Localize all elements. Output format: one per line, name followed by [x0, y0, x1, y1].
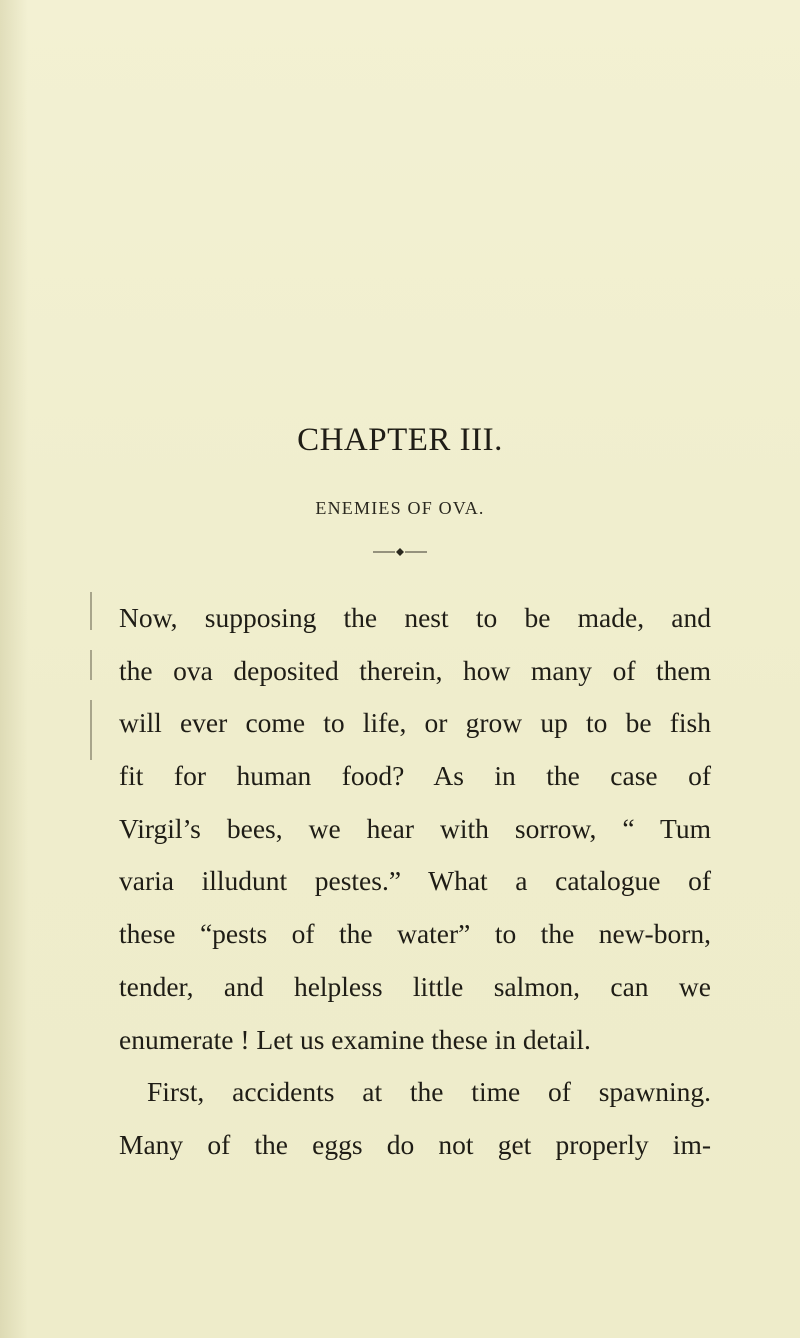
page-edge-mark — [90, 700, 92, 760]
text-line: tender, and helpless little salmon, can we — [119, 970, 711, 1002]
ornament-divider-icon — [370, 546, 430, 558]
body-text — [119, 604, 711, 1184]
page-edge-mark — [90, 592, 92, 630]
binding-shadow — [0, 0, 28, 1338]
text-line: varia illudunt pestes.” What a catalogue of — [119, 865, 711, 897]
text-line: these “pests of the water” to the new-born, — [119, 918, 711, 950]
text-line: fit for human food? As in the case of — [119, 760, 711, 792]
text-line: Virgil’s bees, we hear with sorrow, “ Tum — [119, 812, 711, 844]
text-line: enumerate ! Let us examine these in detail. — [119, 1023, 591, 1055]
text-line: Now, supposing the nest to be made, and — [119, 602, 711, 633]
text-line: Many of the eggs do not get properly im- — [119, 1128, 711, 1160]
text-line: will ever come to life, or grow up to be fish — [119, 707, 711, 739]
chapter-title: CHAPTER III. — [297, 422, 503, 458]
text-line: the ova deposited therein, how many of them — [119, 654, 711, 686]
page-edge-mark — [90, 650, 92, 680]
text-line: First, accidents at the time of spawning. — [147, 1076, 711, 1108]
chapter-subtitle: ENEMIES OF OVA. — [315, 498, 485, 518]
